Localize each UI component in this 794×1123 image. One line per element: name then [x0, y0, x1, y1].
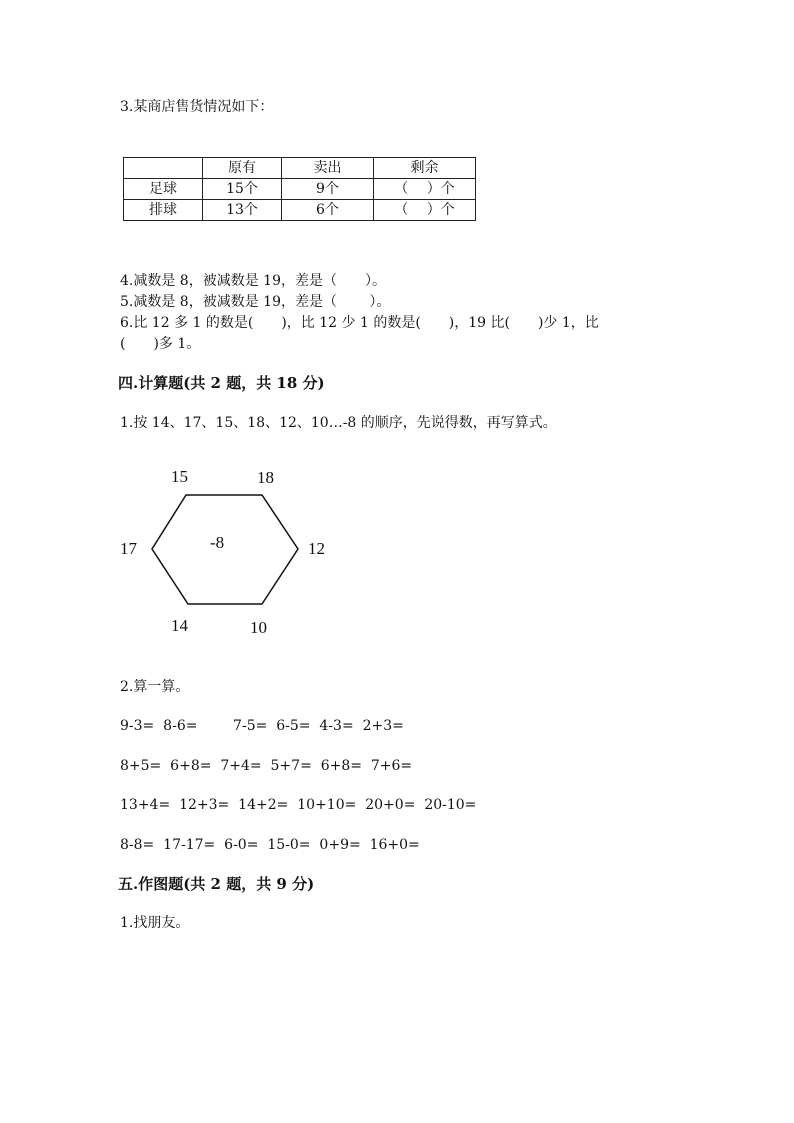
hexagon-diagram [110, 460, 350, 640]
question-4: 4.减数是 8，被减数是 19，差是（ ）。 [120, 273, 386, 289]
answer-blank-cell[interactable]: （ ）个 [374, 200, 476, 221]
section-4-question-2-title: 2.算一算。 [120, 679, 190, 695]
section-5-heading: 五.作图题(共 2 题，共 9 分) [118, 875, 315, 893]
sales-table [123, 157, 476, 221]
table-cell: 9个 [282, 179, 374, 200]
arithmetic-row: 8-8= 17-17= 6-0= 15-0= 0+9= 16+0= [120, 837, 420, 853]
table-cell: 足球 [124, 179, 203, 200]
section-4-question-1: 1.按 14、17、15、18、12、10…-8 的顺序，先说得数，再写算式。 [120, 415, 557, 431]
table-header-cell [124, 158, 203, 179]
arithmetic-row: 9-3= 8-6= 7-5= 6-5= 4-3= 2+3= [120, 718, 404, 734]
question-3-title: 3.某商店售货情况如下： [120, 99, 274, 115]
section-4-heading: 四.计算题(共 2 题，共 18 分) [118, 374, 325, 392]
table-cell: 13个 [203, 200, 282, 221]
table-cell: 15个 [203, 179, 282, 200]
question-5: 5.减数是 8，被减数是 19，差是（ ）。 [120, 294, 391, 310]
table-cell: 6个 [282, 200, 374, 221]
answer-blank-cell[interactable]: （ ）个 [374, 179, 476, 200]
hexagon-label-top-right: 18 [257, 468, 274, 487]
question-6-line-2: ( )多 1。 [120, 336, 201, 352]
hexagon-label-bottom-left: 14 [171, 616, 188, 635]
hexagon-label-bottom-right: 10 [250, 618, 267, 637]
table-row [124, 200, 476, 221]
table-header-row [124, 158, 476, 179]
table-row [124, 179, 476, 200]
hexagon-label-left: 17 [120, 539, 137, 558]
hexagon-center-label: -8 [210, 533, 225, 552]
table-header-cell: 剩余 [374, 158, 476, 179]
section-5-question-1: 1.找朋友。 [120, 915, 190, 931]
arithmetic-row: 8+5= 6+8= 7+4= 5+7= 6+8= 7+6= [120, 758, 413, 774]
table-header-cell: 卖出 [282, 158, 374, 179]
table-header-cell: 原有 [203, 158, 282, 179]
table-cell: 排球 [124, 200, 203, 221]
question-6-line-1: 6.比 12 多 1 的数是( )，比 12 少 1 的数是( )，19 比( )少 1，比 [120, 315, 599, 331]
hexagon-label-top-left: 15 [171, 467, 188, 486]
hexagon-label-right: 12 [308, 539, 325, 558]
arithmetic-row: 13+4= 12+3= 14+2= 10+10= 20+0= 20-10= [120, 797, 477, 813]
